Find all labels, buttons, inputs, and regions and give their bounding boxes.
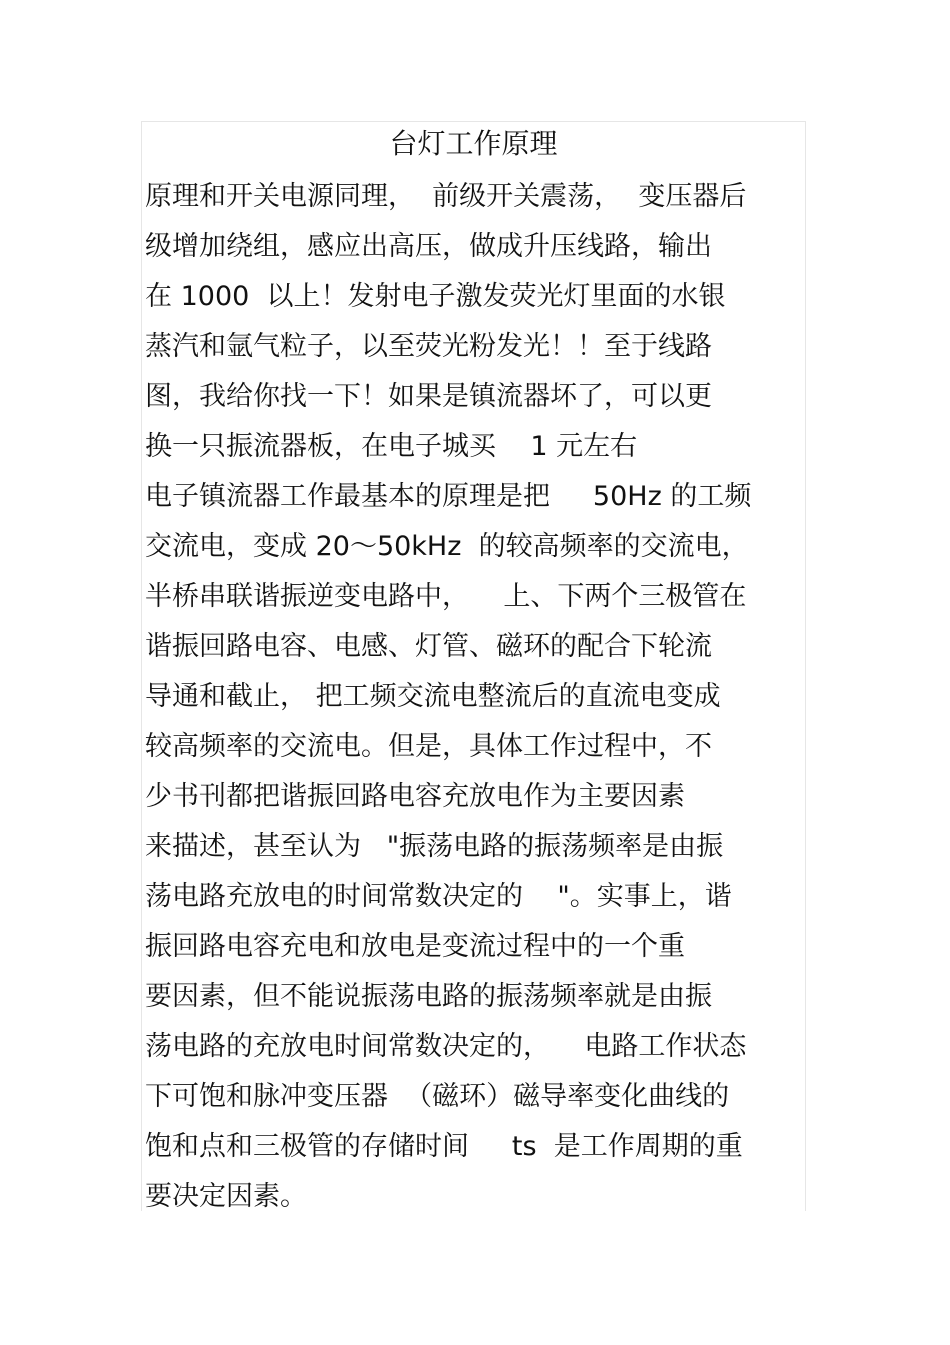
body-line: 振回路电容充电和放电是变流过程中的一个重 (145, 931, 685, 962)
document-body (145, 172, 751, 1222)
body-line: 原理和开关电源同理， 前级开关震荡， 变压器后 (145, 181, 747, 212)
body-line: 交流电，变成 20～50kHz 的较高频率的交流电， (145, 531, 749, 562)
body-line: 谐振回路电容、电感、灯管、磁环的配合下轮流 (145, 631, 712, 662)
body-line: 图，我给你找一下！如果是镇流器坏了，可以更 (145, 381, 712, 412)
body-line: 半桥串联谐振逆变电路中， 上、下两个三极管在 (145, 581, 747, 612)
body-line: 下可饱和脉冲变压器 （磁环）磁导率变化曲线的 (145, 1081, 730, 1112)
body-line: 蒸汽和氩气粒子，以至荧光粉发光！！至于线路 (145, 331, 712, 362)
body-line: 少书刊都把谐振回路电容充放电作为主要因素 (145, 781, 685, 812)
document-title: 台灯工作原理 (389, 127, 558, 160)
body-line: 在 1000 以上！发射电子激发荧光灯里面的水银 (145, 281, 726, 312)
body-line: 级增加绕组，感应出高压，做成升压线路，输出 (145, 231, 712, 262)
body-line: 要因素，但不能说振荡电路的振荡频率就是由振 (145, 981, 712, 1012)
body-line: 来描述，甚至认为 "振荡电路的振荡频率是由振 (145, 831, 724, 862)
body-line: 换一只振流器板，在电子城买 1 元左右 (145, 431, 638, 462)
body-line: 荡电路的充放电时间常数决定的， 电路工作状态 (145, 1031, 747, 1062)
body-line: 导通和截止， 把工频交流电整流后的直流电变成 (145, 681, 721, 712)
body-line: 较高频率的交流电。但是，具体工作过程中，不 (145, 731, 712, 762)
body-line: 电子镇流器工作最基本的原理是把 50Hz 的工频 (145, 481, 752, 512)
body-line: 要决定因素。 (145, 1181, 307, 1212)
body-line: 饱和点和三极管的存储时间 ts 是工作周期的重 (145, 1131, 743, 1162)
body-line: 荡电路充放电的时间常数决定的 "。实事上，谐 (145, 881, 732, 912)
